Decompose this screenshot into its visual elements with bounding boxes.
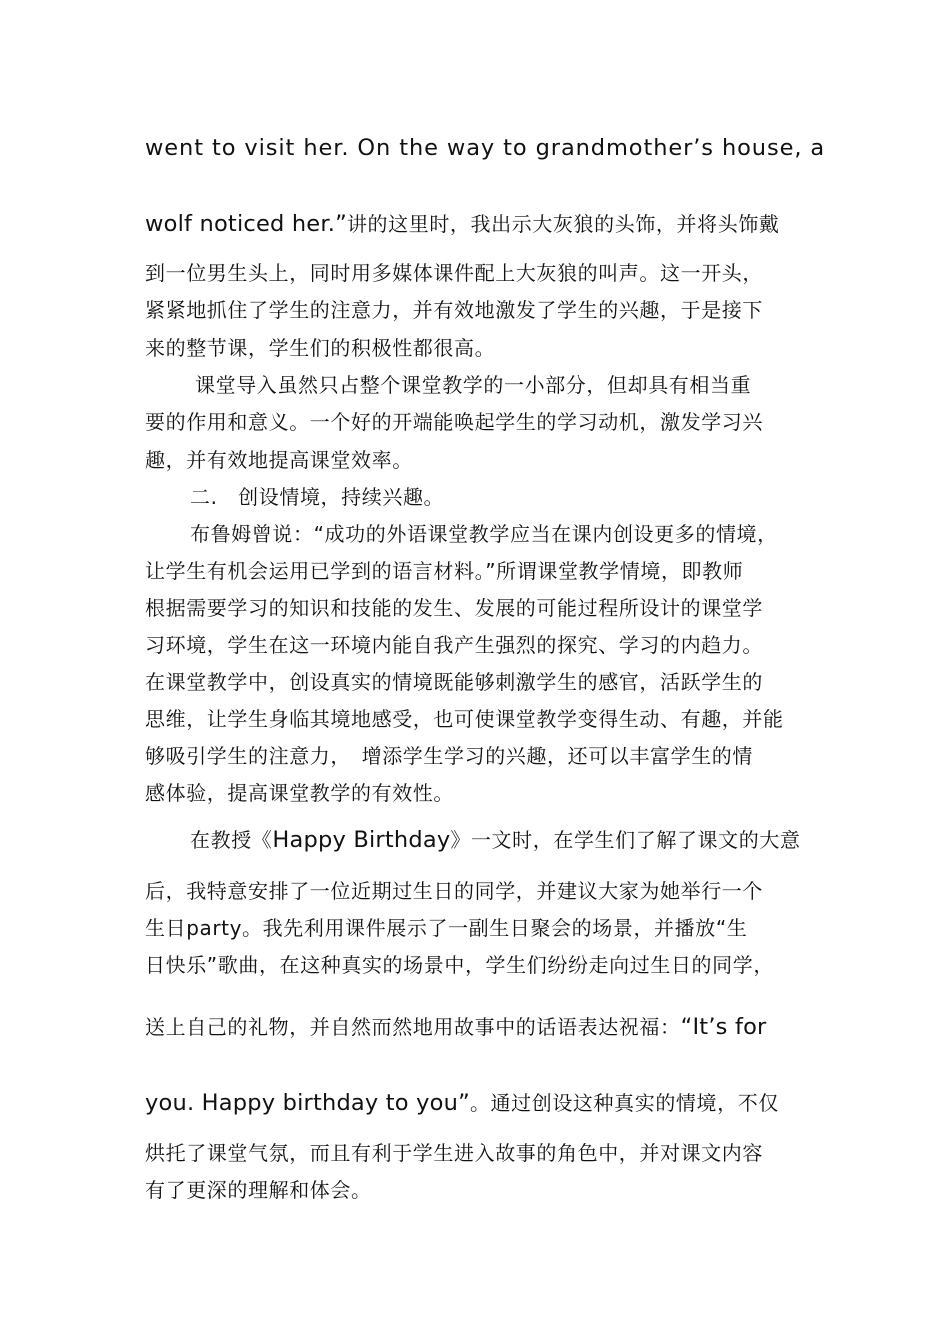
text-line-8: 趣，并有效地提高课堂效率。 [145,448,413,472]
text-line-7: 要的作用和意义。一个好的开端能唤起学生的学习动机，激发学习兴 [145,410,763,434]
text-line-17: 感体验，提高课堂教学的有效性。 [145,781,454,805]
text-line-1-content: went to visit her. On the way to grandmother’s house, a [145,135,826,161]
text-line-1 [145,135,826,161]
text-line-3: 到一位男生头上，同时用多媒体课件配上大灰狼的叫声。这一开头， [145,261,763,285]
text-line-16: 够吸引学生的注意力， 增添学生学习的兴趣，还可以丰富学生的情 [145,744,753,768]
text-line-22-latin: “It’s for [680,1014,767,1040]
text-line-18-b: 》一文时，在学生们了解了课文的大意 [450,828,801,852]
text-line-20: 生日party。我先利用课件展示了一副生日聚会的场景，并播放“生 [145,916,748,940]
text-line-6: 课堂导入虽然只占整个课堂教学的一小部分，但却具有相当重 [195,373,752,397]
text-line-24: 烘托了课堂气氛，而且有利于学生进入故事的角色中，并对课文内容 [145,1141,763,1165]
text-line-23 [145,1090,807,1116]
text-line-13: 习环境，学生在这一环境内能自我产生强烈的探究、学习的内趋力。 [145,633,763,657]
text-line-2-cjk: 讲的这里时，我出示大灰狼的头饰，并将头饰戴 [346,212,780,236]
text-line-11: 让学生有机会运用已学到的语言材料。”所谓课堂教学情境，即教师 [145,559,744,583]
text-line-25: 有了更深的理解和体会。 [145,1178,372,1202]
text-line-23-cjk: 。通过创设这种真实的情境，不仅 [469,1091,779,1115]
text-line-19: 后，我特意安排了一位近期过生日的同学，并建议大家为她举行一个 [145,879,763,903]
text-line-21: 日快乐”歌曲，在这种真实的场景中，学生们纷纷走向过生日的同学， [145,953,774,977]
text-line-18-title: Happy Birthday [272,827,451,853]
text-line-22-cjk: 送上自己的礼物，并自然而然地用故事中的话语表达祝福： [145,1015,681,1039]
text-line-15: 思维，让学生身临其境地感受，也可使课堂教学变得生动、有趣，并能 [145,707,784,731]
text-line-18 [190,827,807,853]
text-line-10: 布鲁姆曾说：“成功的外语课堂教学应当在课内创设更多的情境， [190,522,778,546]
text-line-4: 紧紧地抓住了学生的注意力，并有效地激发了学生的兴趣，于是接下 [145,298,763,322]
text-line-12: 根据需要学习的知识和技能的发生、发展的可能过程所设计的课堂学 [145,596,763,620]
section-heading-2: 二. 创设情境，持续兴趣。 [190,485,445,509]
text-line-14: 在课堂教学中，创设真实的情境既能够刺激学生的感官，活跃学生的 [145,670,763,694]
text-line-22 [145,1014,807,1040]
text-line-2-latin: wolf noticed her.” [145,211,347,237]
text-line-18-a: 在教授《 [190,828,273,852]
text-line-5: 来的整节课，学生们的积极性都很高。 [145,336,496,360]
text-line-2 [145,211,807,237]
text-line-23-latin: you. Happy birthday to you” [145,1090,470,1116]
